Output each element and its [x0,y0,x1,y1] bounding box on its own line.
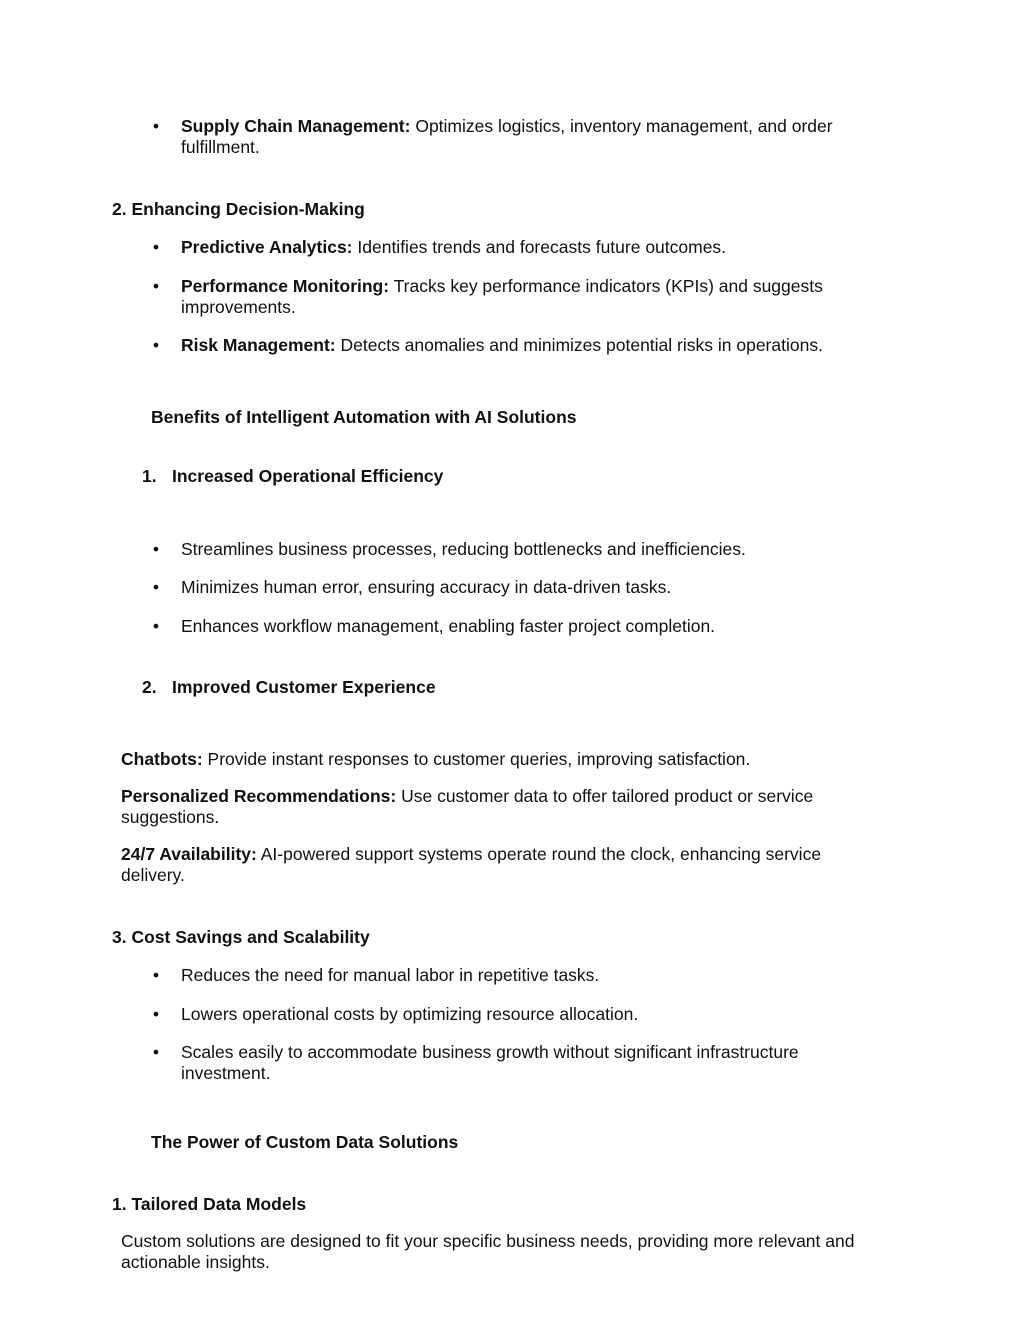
bullet-marker: • [152,965,160,985]
list-item-continuation: improvements. [181,297,296,317]
paragraph-text: AI-powered support systems operate round the clock, enhancing service [256,844,822,864]
numbered-heading: Improved Customer Experience [172,677,436,697]
paragraph: Custom solutions are designed to fit your specific business needs, providing more relevant and [121,1231,855,1251]
bullet-marker: • [152,335,160,355]
list-item [181,237,726,258]
list-item-text: Optimizes logistics, inventory management, and order [410,116,833,136]
list-item-continuation: fulfillment. [181,137,260,157]
section-heading: 3. Cost Savings and Scalability [112,927,370,947]
bullet-marker: • [152,276,160,296]
numbered-heading: Increased Operational Efficiency [172,466,444,486]
paragraph-text: Use customer data to offer tailored product or service [396,786,814,806]
subsection-title: Benefits of Intelligent Automation with AI Solutions [151,407,577,427]
list-item-text: Detects anomalies and minimizes potential risks in operations. [335,335,823,355]
list-item-text: Identifies trends and forecasts future outcomes. [352,237,727,257]
list-item: Reduces the need for manual labor in repetitive tasks. [181,965,600,985]
list-item: Minimizes human error, ensuring accuracy in data-driven tasks. [181,577,672,597]
list-item-continuation: investment. [181,1063,271,1083]
list-item-term: Performance Monitoring: [181,276,390,296]
paragraph [121,786,813,807]
paragraph [121,749,750,770]
list-item: Enhances workflow management, enabling faster project completion. [181,616,716,636]
bullet-marker: • [152,616,160,636]
list-item: Lowers operational costs by optimizing resource allocation. [181,1004,639,1024]
list-item-text: Tracks key performance indicators (KPIs) and suggests [389,276,823,296]
list-item [181,335,823,356]
paragraph-continuation: delivery. [121,865,185,885]
paragraph-continuation: suggestions. [121,807,220,827]
paragraph-term: Chatbots: [121,749,203,769]
list-item-term: Risk Management: [181,335,336,355]
bullet-marker: • [152,237,160,257]
list-item: Streamlines business processes, reducing bottlenecks and inefficiencies. [181,539,746,559]
paragraph-continuation: actionable insights. [121,1252,270,1272]
paragraph-term: Personalized Recommendations: [121,786,397,806]
paragraph [121,844,821,865]
paragraph-text: Provide instant responses to customer queries, improving satisfaction. [202,749,751,769]
list-item-term: Predictive Analytics: [181,237,353,257]
bullet-marker: • [152,1042,160,1062]
subsection-title: The Power of Custom Data Solutions [151,1132,459,1152]
list-item: Scales easily to accommodate business growth without significant infrastructure [181,1042,799,1062]
bullet-marker: • [152,116,160,136]
list-item-term: Supply Chain Management: [181,116,411,136]
section-heading: 2. Enhancing Decision-Making [112,199,365,219]
list-item [181,116,833,137]
list-number: 1. [142,466,157,486]
bullet-marker: • [152,539,160,559]
bullet-marker: • [152,1004,160,1024]
paragraph-term: 24/7 Availability: [121,844,257,864]
list-number: 2. [142,677,157,697]
section-heading: 1. Tailored Data Models [112,1194,307,1214]
bullet-marker: • [152,577,160,597]
list-item [181,276,823,297]
